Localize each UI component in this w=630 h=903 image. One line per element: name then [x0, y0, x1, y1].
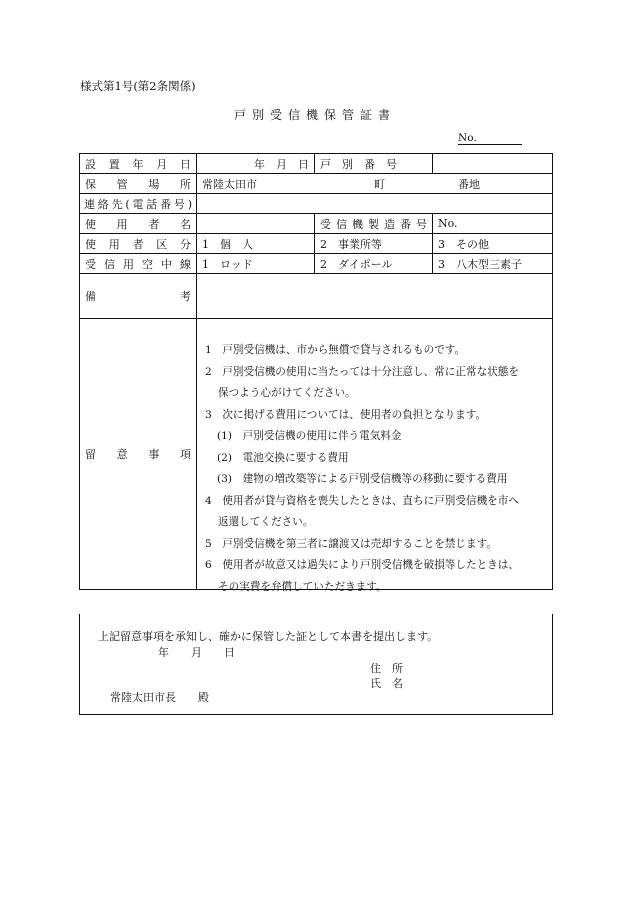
- note-line: 保つよう心がけてください。: [218, 387, 356, 399]
- user-name-label: 使用者名: [80, 214, 197, 234]
- document-title: 戸別受信機保管証書: [233, 108, 396, 122]
- lot-text: 番地: [458, 177, 480, 191]
- town-text: 町: [374, 177, 385, 191]
- note-line: 4 使用者が貸与資格を喪失したときは、直ちに戸別受信機を市へ: [205, 494, 519, 507]
- note-line: その実費を弁償していただきます。: [218, 580, 387, 593]
- note-line: 2 戸別受信機の使用に当たっては十分注意し、常に正常な状態を: [205, 365, 519, 378]
- note-line: 6 使用者が故意又は過失により戸別受信機を破損等したときは、: [205, 559, 519, 571]
- user-category-option-business[interactable]: 2 事業所等: [315, 234, 433, 254]
- household-number-field[interactable]: [433, 154, 553, 174]
- table-row: [80, 194, 553, 214]
- note-line: (2) 電池交換に要する費用: [217, 451, 349, 464]
- installation-date-field[interactable]: 年 月 日: [197, 154, 315, 174]
- serial-number-label: 受信機製造番号: [315, 214, 433, 234]
- installation-date-label: 設置年月日: [80, 154, 197, 174]
- table-row: [80, 254, 553, 274]
- declaration-box: [79, 614, 553, 715]
- city-text: 常陸太田市: [202, 177, 257, 191]
- addressee: 常陸太田市長 殿: [110, 691, 209, 704]
- user-category-option-other[interactable]: 3 その他: [433, 234, 553, 254]
- contact-field[interactable]: [197, 194, 553, 214]
- user-category-option-individual[interactable]: 1 個 人: [197, 234, 315, 254]
- table-row: [80, 154, 553, 174]
- antenna-option-rod[interactable]: 1 ロッド: [197, 254, 315, 274]
- note-line: (3) 建物の増改築等による戸別受信機等の移動に要する費用: [217, 473, 508, 485]
- declaration-date[interactable]: 年 月 日: [158, 646, 235, 659]
- antenna-option-yagi[interactable]: 3 八木型三素子: [433, 254, 553, 274]
- form-number: 様式第1号(第2条関係): [80, 79, 196, 93]
- notes-list: [205, 340, 519, 598]
- table-row: [80, 234, 553, 254]
- remarks-label: 備考: [80, 274, 197, 319]
- declaration-statement: 上記留意事項を承知し、確かに保管した証として本書を提出します。: [98, 630, 439, 643]
- certificate-number-field[interactable]: No.: [458, 132, 522, 145]
- antenna-label: 受信用空中線: [80, 254, 197, 274]
- user-category-label: 使用者区分: [80, 234, 197, 254]
- serial-number-field[interactable]: No.: [433, 214, 553, 234]
- storage-location-field[interactable]: [197, 174, 553, 194]
- note-line: 5 戸別受信機を第三者に譲渡又は売却することを禁じます。: [205, 537, 497, 550]
- remarks-field[interactable]: [197, 274, 553, 319]
- table-row: [80, 274, 553, 319]
- address-label: 住 所: [370, 662, 403, 675]
- notes-label: 留意事項: [80, 319, 197, 590]
- contact-label: 連絡先(電話番号): [80, 194, 197, 214]
- table-row: [80, 214, 553, 234]
- household-number-label: 戸 別 番 号: [315, 154, 433, 174]
- name-label: 氏 名: [370, 677, 403, 690]
- table-row: [80, 174, 553, 194]
- antenna-option-dipole[interactable]: 2 ダイポール: [315, 254, 433, 274]
- user-name-field[interactable]: [197, 214, 315, 234]
- note-line: 3 次に掲げる費用については、使用者の負担となります。: [205, 408, 487, 421]
- note-line: (1) 戸別受信機の使用に伴う電気料金: [217, 430, 402, 442]
- storage-location-label: 保管場所: [80, 174, 197, 194]
- note-line: 1 戸別受信機は、市から無償で貸与されるものです。: [205, 344, 466, 356]
- note-line: 返還してください。: [218, 516, 314, 528]
